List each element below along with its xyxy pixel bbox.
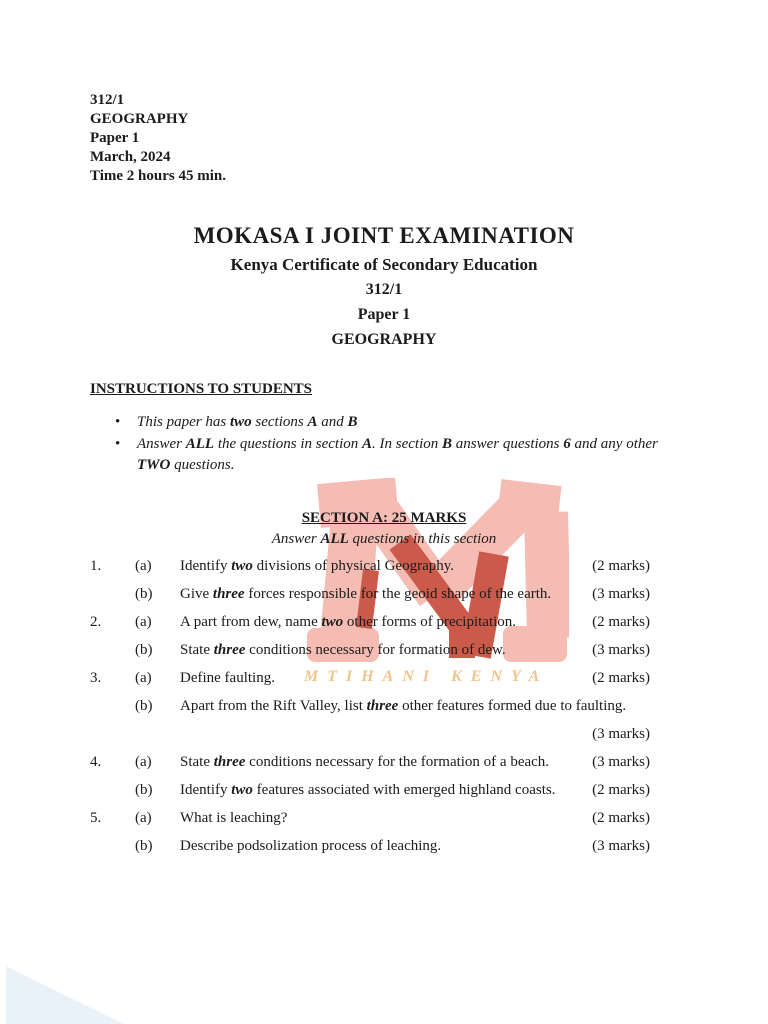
question-marks: (2 marks) [592,810,650,826]
question-number [90,698,135,715]
section-a-header [0,508,768,549]
question-letter: (a) [135,558,152,574]
paper-header [90,91,226,186]
instructions-heading: INSTRUCTIONS TO STUDENTS [90,381,313,397]
instruction-bullet [90,412,682,434]
question-text: What is leaching? [180,810,288,826]
question-row [90,698,650,743]
header-time-allowed: Time 2 hours 45 min. [90,168,226,184]
question-letter: (b) [135,586,153,602]
question-marks: (3 marks) [592,726,650,742]
question-marks: (3 marks) [592,754,650,770]
title-subject: GEOGRAPHY [331,331,437,348]
instruction-bullet [90,434,682,477]
header-paper-number: Paper 1 [90,130,140,146]
question-row [90,782,650,799]
title-block [0,221,768,352]
question-letter: (a) [135,754,152,770]
question-text: Identify two features associated with emerged highland coasts. [180,782,556,798]
question-marks: (2 marks) [592,614,650,630]
question-marks: (3 marks) [592,838,650,854]
question-number: 4. [90,754,102,770]
corner-triangle-decoration [6,948,124,1024]
exam-title: MOKASA I JOINT EXAMINATION [193,223,575,248]
question-row [90,642,650,659]
question-text: Describe podsolization process of leaching. [180,838,442,854]
questions-list [90,558,650,866]
question-letter: (a) [135,614,152,630]
question-number [90,642,135,659]
question-letter: (b) [135,642,153,658]
question-number: 5. [90,810,102,826]
question-row [90,838,650,855]
question-letter: (a) [135,810,152,826]
instruction-text: This paper has two sections A and B [137,414,358,430]
question-number: 3. [90,670,102,686]
instruction-text: Answer ALL the questions in section A. In section B answer questions 6 and any other TWO questions. [137,435,658,473]
question-marks: (2 marks) [592,670,650,686]
header-subject: GEOGRAPHY [90,111,189,127]
question-number [90,586,135,603]
question-number: 2. [90,614,102,630]
question-text: Identify two divisions of physical Geography. [180,558,455,574]
question-row [90,614,650,631]
question-number: 1. [90,558,102,574]
question-letter: (b) [135,838,153,854]
question-row [90,670,650,687]
question-letter: (b) [135,782,153,798]
title-paper-code: 312/1 [365,281,403,298]
header-date: March, 2024 [90,149,171,165]
exam-subtitle: Kenya Certificate of Secondary Education [230,255,538,274]
question-row [90,754,650,771]
question-letter: (a) [135,670,152,686]
bullet-icon: • [115,435,121,452]
question-number [90,782,135,799]
question-marks: (2 marks) [592,782,650,798]
question-row [90,558,650,575]
question-marks: (3 marks) [592,642,650,658]
question-text: A part from dew, name two other forms of precipitation. [180,614,517,630]
question-number [90,838,135,855]
watermark-text: MTIHANI KENYA [304,668,549,685]
question-text: State three conditions necessary for the formation of a beach. [180,754,550,770]
question-marks: (2 marks) [592,558,650,574]
title-paper-number: Paper 1 [357,306,411,323]
section-a-heading: SECTION A: 25 MARKS [301,510,467,526]
question-row [90,810,650,827]
question-letter: (b) [135,698,153,714]
question-marks: (3 marks) [592,586,650,602]
bullet-icon: • [115,414,121,430]
question-row [90,586,650,603]
question-text: Apart from the Rift Valley, list three other features formed due to faulting. [180,698,627,714]
section-a-subheading: Answer ALL questions in this section [271,531,497,547]
question-text: Define faulting. [180,670,275,686]
instructions-section [90,380,682,477]
question-text: State three conditions necessary for formation of dew. [180,642,506,658]
question-text: Give three forces responsible for the geoid shape of the earth. [180,586,552,602]
header-paper-code: 312/1 [90,92,125,108]
